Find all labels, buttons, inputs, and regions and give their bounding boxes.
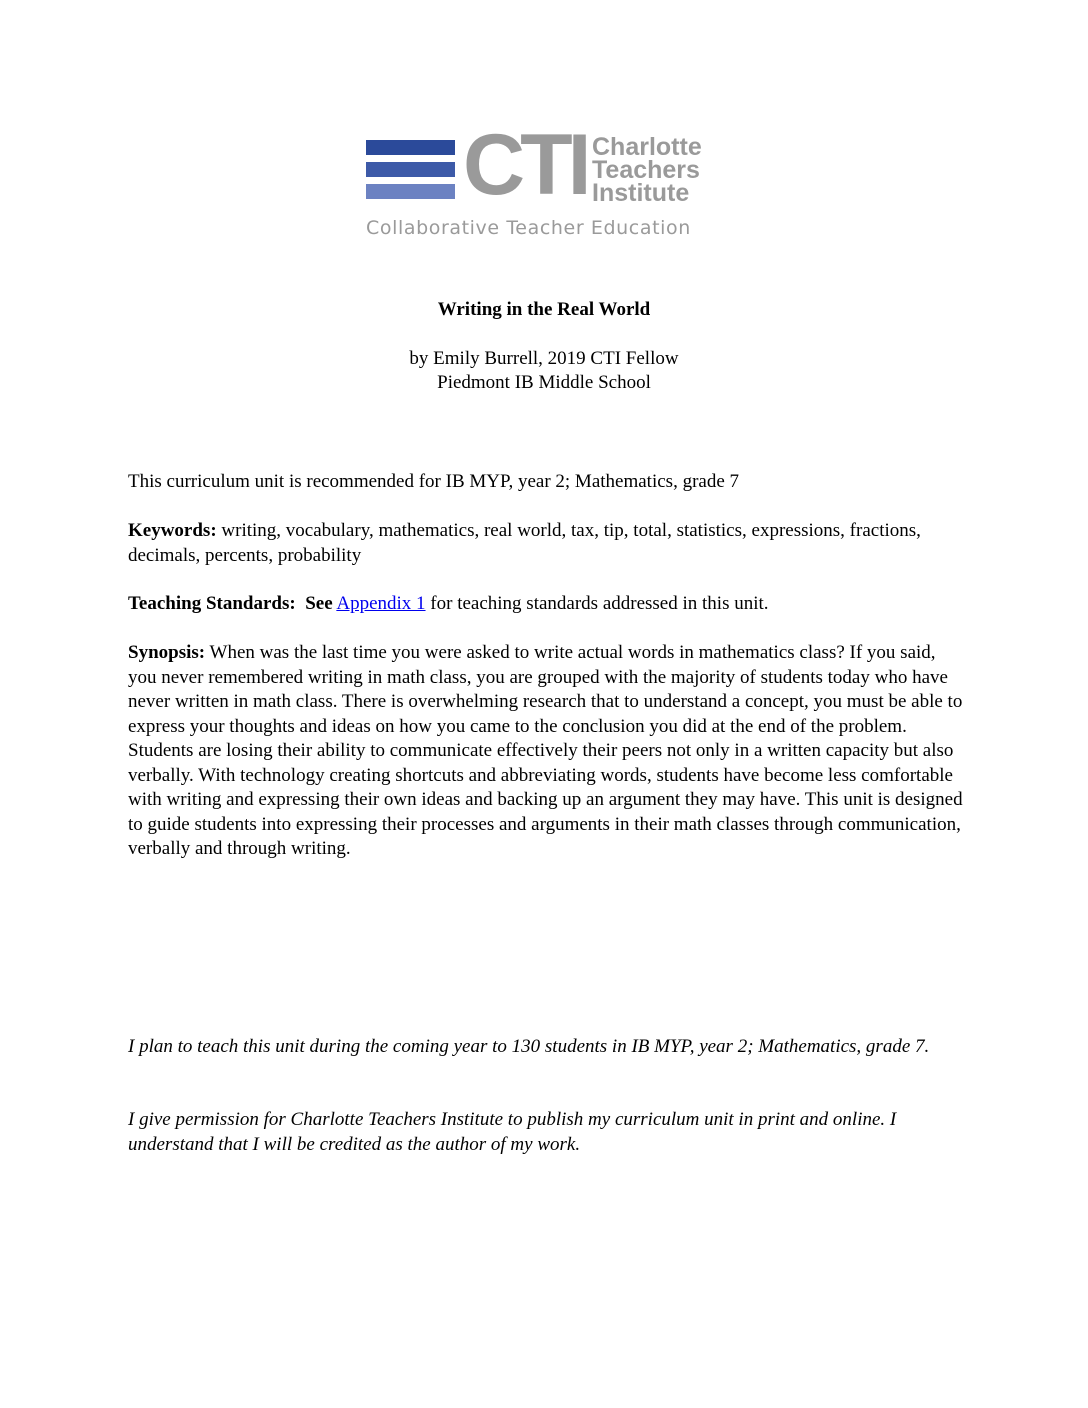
cti-logo — [366, 117, 726, 246]
unit-title: Writing in the Real World — [437, 299, 651, 320]
appendix-link[interactable]: Appendix 1 — [336, 593, 426, 614]
recommendation-text: This curriculum unit is recommended for IB MYP, year 2; Mathematics, grade 7 — [128, 471, 740, 492]
synopsis-paragraph — [128, 641, 964, 862]
teaching-plan-statement: I plan to teach this unit during the coming year to 130 students in IB MYP, year 2; Mathematics, grade 7. — [128, 1036, 930, 1057]
synopsis-label: Synopsis: — [128, 642, 206, 663]
logo-bar-top — [366, 140, 455, 155]
standards-prefix: See — [305, 593, 333, 614]
logo-bar-bottom — [366, 184, 455, 199]
standards-paragraph — [128, 592, 964, 617]
standards-suffix: for teaching standards addressed in this unit. — [430, 593, 769, 614]
keywords-text: writing, vocabulary, mathematics, real world, tax, tip, total, statistics, expressions, fractions, decimals, percents, probability — [128, 520, 921, 566]
logo-name-line-2: Teachers — [592, 156, 700, 184]
keywords-paragraph — [128, 519, 964, 568]
keywords-label: Keywords: — [128, 520, 217, 541]
logo-name — [592, 133, 702, 207]
school-name: Piedmont IB Middle School — [437, 372, 651, 393]
logo-abbreviation: CTI — [463, 117, 587, 213]
author-byline: by Emily Burrell, 2019 CTI Fellow — [409, 348, 679, 369]
logo-bar-middle — [366, 162, 455, 177]
standards-label: Teaching Standards: — [128, 593, 296, 614]
logo-tagline: Collaborative Teacher Education — [366, 217, 691, 239]
logo-name-line-3: Institute — [592, 179, 690, 207]
permission-statement: I give permission for Charlotte Teachers Institute to publish my curriculum unit in print and online. I understand that I will be credited as the author of my work. — [128, 1109, 897, 1155]
synopsis-text: When was the last time you were asked to write actual words in mathematics class? If you said, you never remembered writing in math class, you are grouped with the majority of students today who have never written in math class. There is overwhelming research that to understand a concept, you must be able to express your thoughts and ideas on how you came to the conclusion you did at the end of the problem. Students are losing their ability to communicate effectively their peers not only in a written capacity but also verbally. With technology creating shortcuts and abbreviating words, students have become less comfortable with writing and expressing their own ideas and backing up an argument they may have. This unit is designed to guide students into expressing their processes and arguments in their math classes through communication, verbally and through writing. — [128, 642, 963, 859]
logo-name-line-1: Charlotte — [592, 133, 702, 161]
